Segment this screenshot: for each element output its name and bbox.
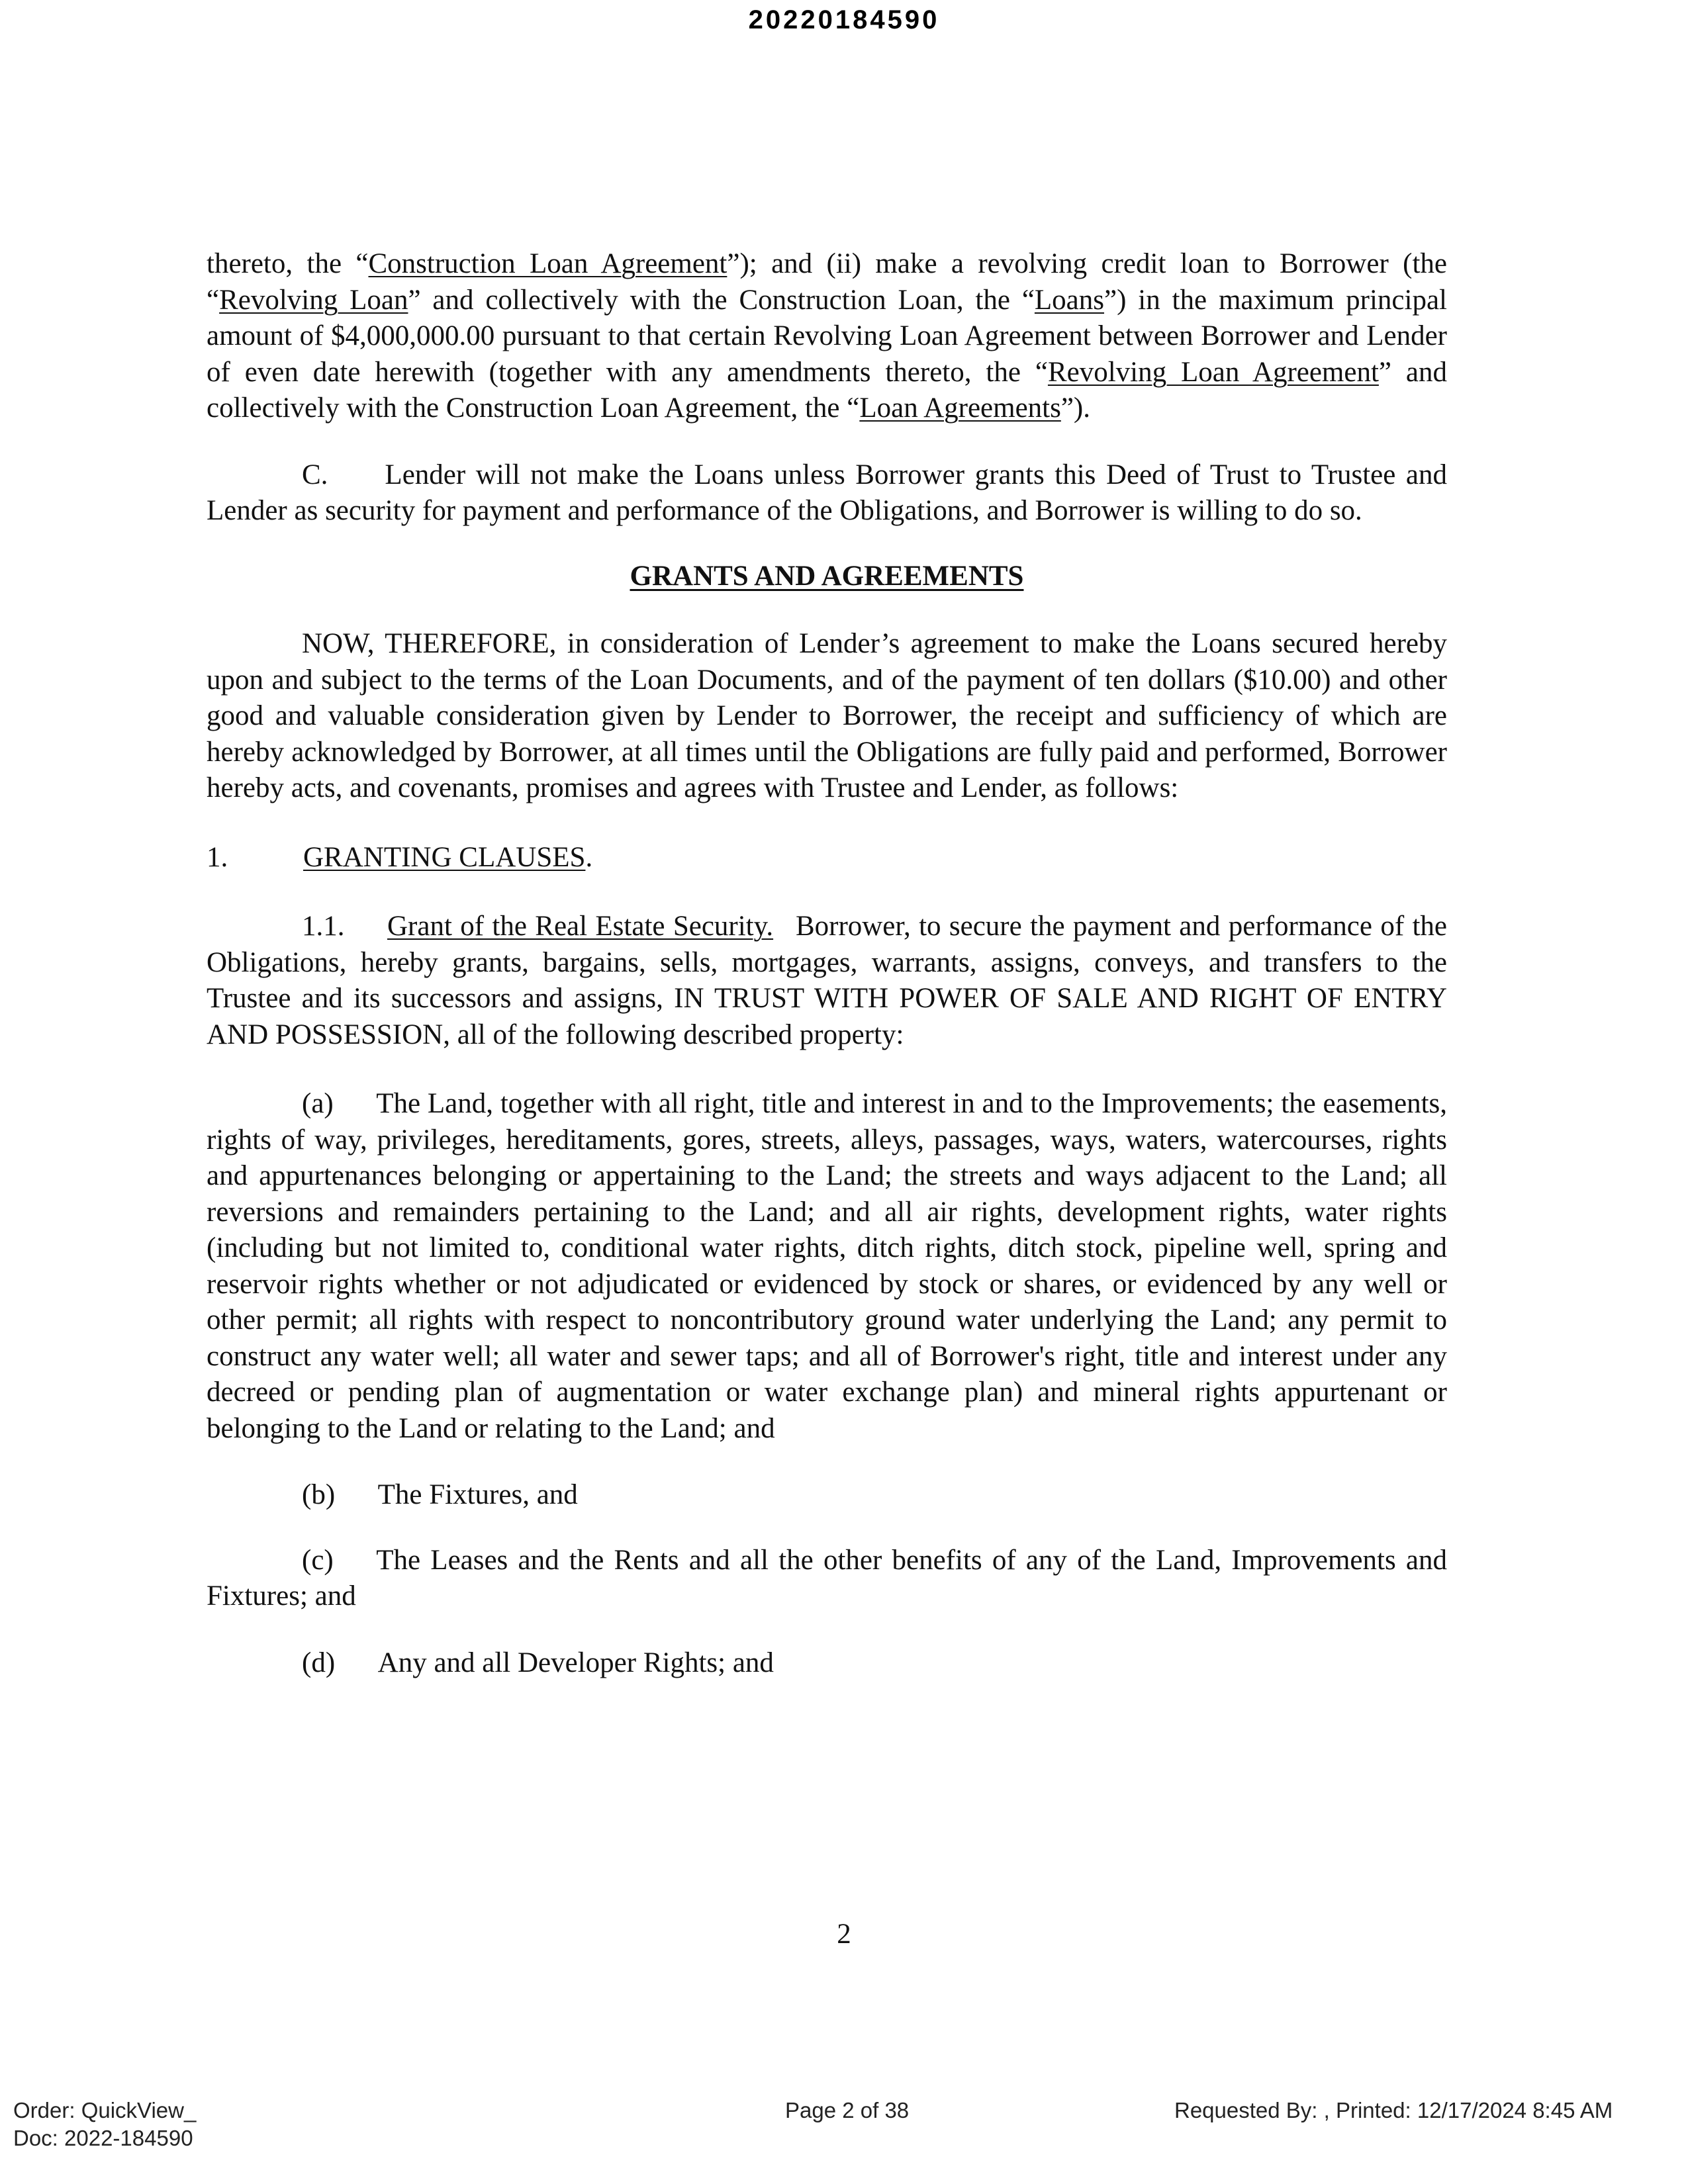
section-1-title: GRANTING CLAUSES <box>303 841 586 873</box>
intro-text-4: ”) in the maximum principal amount of $4,000,000.00 pursuant to that certain Revolving Loan Agreement between Borrower and Lender of even date herewith (together with any amendments thereto, the “ <box>207 284 1448 388</box>
recital-c-paragraph: C. Lender will not make the Loans unless Borrower grants this Deed of Trust to Trustee and Lender as security for payment and performance of the Obligations, and Borrower is willing to do so. <box>207 459 1447 526</box>
item-c-text: The Leases and the Rents and all the other benefits of any of the Land, Improvements and Fixtures; and <box>207 1544 1447 1612</box>
recording-number-header: 20220184590 <box>748 5 940 34</box>
section-heading: GRANTS AND AGREEMENTS <box>630 560 1024 592</box>
intro-text-5: ” and collectively with the Construction Loan Agreement, the “ <box>207 356 1447 424</box>
now-therefore-paragraph: NOW, THEREFORE, in consideration of Lender’s agreement to make the Loans secured hereby upon and subject to the terms of the Loan Documents, and of the payment of ten dollars ($10.00) and other good and valuable consideration given by Lender to Borrower, the receipt and sufficiency of which are hereby acknowledged by Borrower, at all times until the Obligations are fully paid and performed, Borrower hereby acts, and covenants, promises and agrees with Trustee and Lender, as follows: <box>207 628 1447 803</box>
page-number: 2 <box>837 1919 851 1950</box>
section-1-1-title: Grant of the Real Estate Security. <box>387 911 774 942</box>
document-body <box>207 246 1447 1681</box>
intro-text-6: ”). <box>1060 392 1090 424</box>
section-1-1-number: 1.1. <box>302 911 345 942</box>
defined-term-revolving-loan-agreement: Revolving Loan Agreement <box>1047 356 1379 388</box>
footer-page-count: Page 2 of 38 <box>785 2098 910 2122</box>
defined-term-loans: Loans <box>1034 284 1104 316</box>
footer-doc: Doc: 2022-184590 <box>13 2126 193 2150</box>
section-1-1-paragraph <box>207 909 1447 1053</box>
item-a-text: The Land, together with all right, title and interest in and to the Improvements; the easements, rights of way, privileges, hereditaments, gores, streets, alleys, passages, ways, waters, watercourses, rights and appurtenances belonging or appertaining to the Land; the streets and ways adjacent to the Land; all reversions and remainders pertaining to the Land; and all air rights, development rights, water rights (including but not limited to, conditional water rights, ditch rights, ditch stock, pipeline well, spring and reservoir rights whether or not adjudicated or evidenced by stock or shares, or evidenced by any well or other permit; all rights with respect to noncontributory ground water underlying the Land; any permit to construct any water well; all water and sewer taps; and all of Borrower's right, title and interest under any decreed or pending plan of augmentation or water exchange plan) and mineral rights appurtenant or belonging to the Land or relating to the Land; and <box>207 1088 1447 1444</box>
item-b-label: (b) <box>302 1479 336 1510</box>
item-a-paragraph <box>207 1086 1447 1447</box>
section-1-title-wrap <box>303 840 592 876</box>
intro-text-3: ” and collectively with the Construction Loan, the “ <box>408 284 1035 316</box>
section-1-period: . <box>585 841 593 873</box>
section-1-number: 1. <box>207 841 228 873</box>
intro-paragraph <box>207 246 1447 427</box>
section-1-heading <box>207 840 1447 876</box>
item-a-label: (a) <box>302 1088 334 1119</box>
footer-requested-printed: Requested By: , Printed: 12/17/2024 8:45 AM <box>1174 2098 1613 2122</box>
defined-term-revolving-loan: Revolving Loan <box>219 284 408 316</box>
intro-text-1: thereto, the “ <box>207 248 369 279</box>
defined-term-loan-agreements: Loan Agreements <box>859 392 1061 424</box>
item-c-paragraph <box>207 1543 1447 1615</box>
item-b-paragraph <box>207 1477 1447 1514</box>
item-d-label: (d) <box>302 1647 336 1678</box>
defined-term-construction-loan-agreement: Construction Loan Agreement <box>368 248 727 279</box>
item-d-paragraph <box>207 1645 1447 1682</box>
section-1-1-text: Borrower, to secure the payment and performance of the Obligations, hereby grants, bargains, sells, mortgages, warrants, assigns, conveys, and transfers to the Trustee and its successors and assigns, IN TRUST WITH POWER OF SALE AND RIGHT OF ENTRY AND POSSESSION, all of the following described property: <box>207 911 1448 1050</box>
intro-text-2: ”); and (ii) make a revolving credit loan to Borrower (the “ <box>207 248 1447 316</box>
item-c-label: (c) <box>302 1544 334 1576</box>
item-d-text: Any and all Developer Rights; and <box>377 1647 774 1678</box>
item-b-text: The Fixtures, and <box>377 1479 578 1510</box>
footer-order: Order: QuickView_ <box>13 2098 197 2122</box>
